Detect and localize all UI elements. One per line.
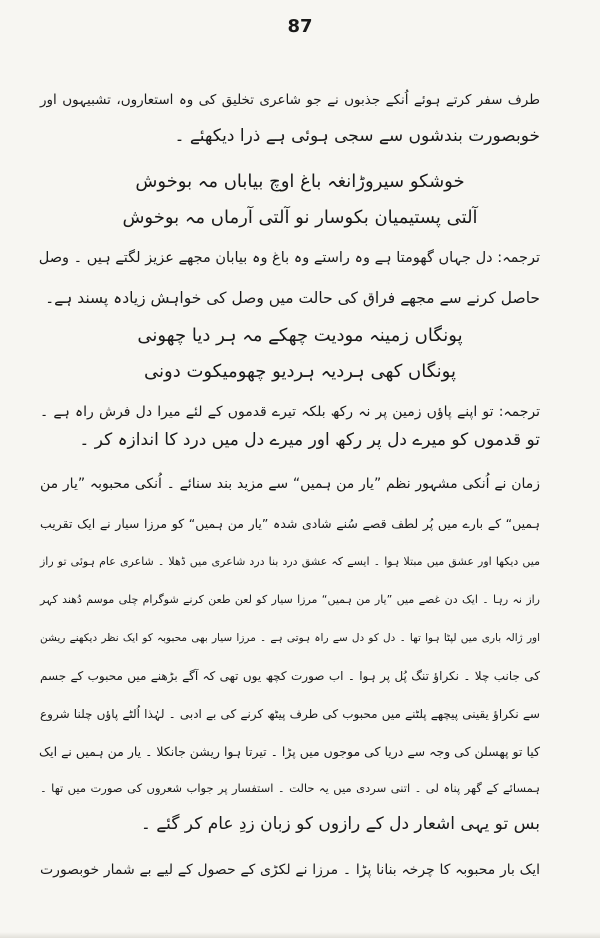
poem-verse: خوشکو سیروڑانغہ باغ اوچ بیاباں مہ بوخوش (135, 171, 465, 192)
text-line: ہمیں“ کے بارے میں پُر لطف قصے سُنے شادی شدہ ”یار من ہمیں“ کو مرزا سیار نے ایک تقریب (40, 516, 540, 531)
page-number: 87 (287, 16, 313, 37)
text-line: ایک بار محبوبہ کا چرخہ بنانا پڑا ۔ مرزا نے لکڑی کے حصول کے لیے بے شمار خوبصورت (40, 862, 540, 878)
poem-verse: پونگاں کھی ہردیہ ہردیو چھومیکوت دونی (144, 361, 456, 382)
poem-verse: پونگاں زمینہ مودیت چھکے مہ ہر دیا چھونی (137, 325, 463, 346)
text-line: راز نہ رہا ۔ ایک دن غصے میں ”یار من ہمیں“ مرزا سیار کو لعن طعن کرنے شوگرام چلی موسم دُھند کہر (40, 593, 540, 606)
text-line: میں دیکھا اور عشق میں مبتلا ہوا ۔ ایسے کہ عشق درد بنا درد شاعری میں ڈھلا ۔ شاعری عام ہوئی تو راز (40, 555, 540, 568)
text-line: زمان نے اُنکی مشہور نظم ”یار من ہمیں“ سے مزید بند سنائے ۔ اُنکی محبوبہ ”یار من (40, 476, 540, 492)
text-line: خوبصورت بندشوں سے سجی ہوئی ہے ذرا دیکھئے ۔ (174, 126, 540, 146)
translation-line: حاصل کرنے سے مجھے فراق کی حالت میں وصل کی خواہش زیادہ پسند ہے۔ (45, 289, 540, 307)
text-line: اور ژالہ باری میں لپٹا ہوا تھا ۔ دل کو دل سے راہ ہوتی ہے ۔ مرزا سیار بھی محبوبہ کو ایک نظر دیکھنے ریشن (40, 632, 540, 644)
text-line: کی جانب چلا ۔ نکراؤ تنگ پُل پر ہوا ۔ اب صورت کچھ یوں تھی کہ آگے بڑھنے میں محبوب کے جسم (40, 669, 540, 683)
poem-verse: آلتی پستیمیان بکوسار نو آلتی آرماں مہ بوخوش (122, 207, 478, 228)
page-edge (0, 932, 600, 938)
translation-line: ترجمہ: دل جہاں گھومتا ہے وہ راستے وہ باغ وہ بیابان مجھے عزیز لگتے ہیں ۔ وصل (38, 250, 540, 266)
text-line: سے نکراؤ یقینی پیچھے پلٹنے میں محبوب کی طرف پیٹھ کرنے کی بے ادبی ۔ لہٰذا اُلٹے پاؤں چلنا شروع (40, 707, 540, 721)
text-line: طرف سفر کرتے ہوئے اُنکے جذبوں نے جو شاعری تخلیق کی وہ استعاروں، تشبیہوں اور (40, 92, 540, 108)
translation-line: ترجمہ: تو اپنے پاؤں زمین پر نہ رکھ بلکہ تیرے قدموں کے لئے میرا دل فرش راہ ہے ۔ (40, 404, 540, 420)
text-line: کیا تو پھسلن کی وجہ سے دریا کی موجوں میں پڑا ۔ تیرتا ہوا ریشن جانکلا ۔ یار من ہمیں نے ایک (38, 744, 540, 759)
translation-line: تو قدموں کو میرے دل پر رکھ اور میرے دل میں درد کا اندازہ کر ۔ (79, 430, 540, 450)
text-line: بس تو یہی اشعار دل کے رازوں کو زبان زدِ عام کر گئے ۔ (140, 814, 540, 834)
text-line: ہمسائے کے گھر پناہ لی ۔ اتنی سردی میں یہ حالت ۔ استفسار پر جواب شعروں کی صورت میں تھا ۔ (40, 781, 540, 795)
